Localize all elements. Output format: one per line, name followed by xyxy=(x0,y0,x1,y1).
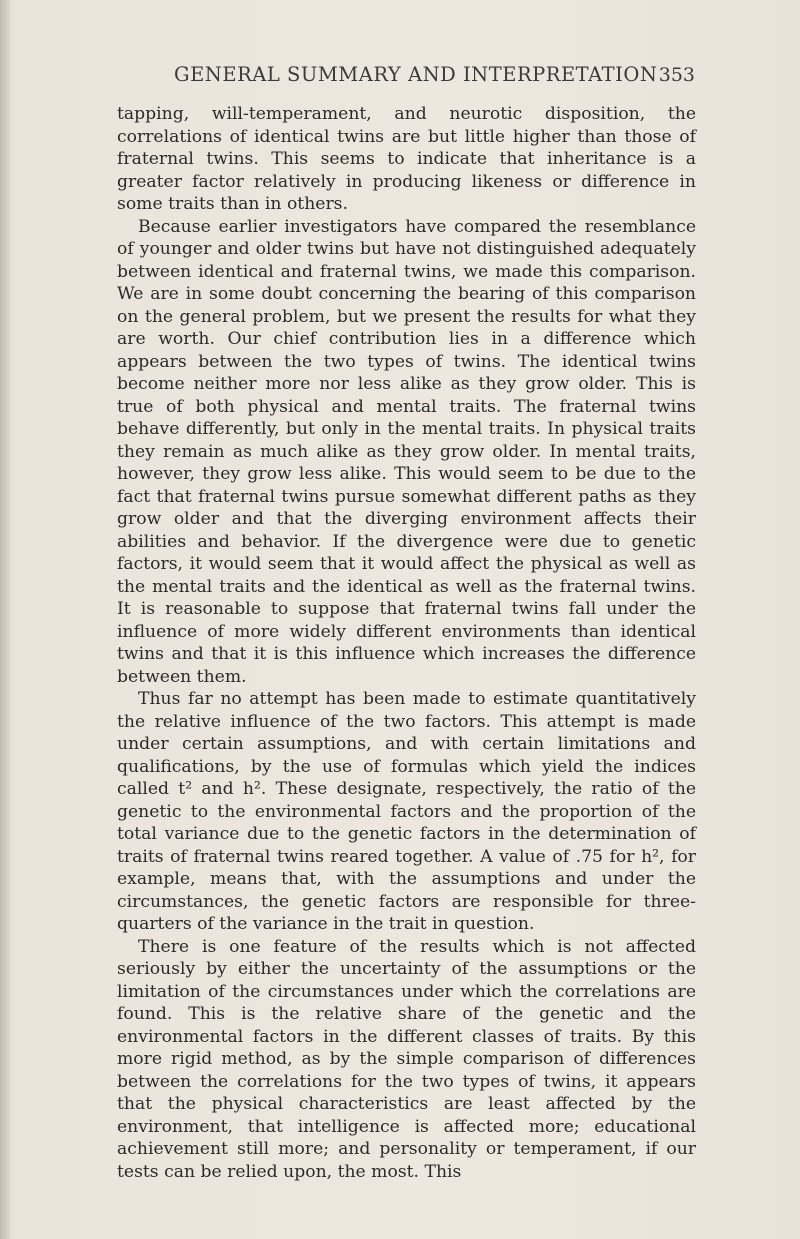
paragraph-4: There is one feature of the results which is not affected seriously by either the uncertainty of the assumptions or the limitation of the circumstances under which the correlations are found. This is the relative share of the genetic and the environmental factors in the different classes of traits. By this more rigid method, as by the simple comparison of differences between the correlations for the two types of twins, it appears that the physical characteristics are least affected by the environment, that intelligence is affected more; educational achievement still more; and personality or temperament, if our tests can be relied upon, the most. This xyxy=(117,936,696,1182)
running-header: GENERAL SUMMARY AND INTERPRETATION xyxy=(174,63,658,86)
body-text xyxy=(117,103,696,1183)
page-number: 353 xyxy=(658,64,695,86)
paragraph-3: Thus far no attempt has been made to estimate quantitatively the relative influence of the two factors. This attempt is made under certain assumptions, and with certain limitations and qualifications, by the use of formulas which yield the indices called t² and h². These designate, respectively, the ratio of the genetic to the environmental factors and the proportion of the total variance due to the genetic factors in the determination of traits of fraternal twins reared together. A value of .75 for h², for example, means that, with the assumptions and under the circumstances, the genetic factors are responsible for three-quarters of the variance in the trait in question. xyxy=(117,689,696,934)
paragraph-2: Because earlier investigators have compared the resemblance of younger and older twins but have not distinguished adequately between identical and fraternal twins, we made this comparison. We are in some doubt concerning the bearing of this comparison on the general problem, but we present the results for what they are worth. Our chief contribution lies in a difference which appears between the two types of twins. The identical twins become neither more nor less alike as they grow older. This is true of both physical and mental traits. The fraternal twins behave differently, but only in the mental traits. In physical traits they remain as much alike as they grow older. In mental traits, however, they grow less alike. This would seem to be due to the fact that fraternal twins pursue somewhat different paths as they grow older and that the diverging environment affects their abilities and behavior. If the divergence were due to genetic factors, it would seem that it would affect the physical as well as the mental traits and the identical as well as the fraternal twins. It is reasonable to suppose that fraternal twins fall under the influence of more widely different environments than identical twins and that it is this influence which increases the difference between them. xyxy=(117,216,696,687)
paragraph-1: tapping, will-temperament, and neurotic disposition, the correlations of identical twins are but little higher than those of fraternal twins. This seems to indicate that inheritance is a greater factor relatively in producing likeness or difference in some traits than in others. xyxy=(117,104,696,214)
page-gutter-shadow xyxy=(0,0,10,1239)
